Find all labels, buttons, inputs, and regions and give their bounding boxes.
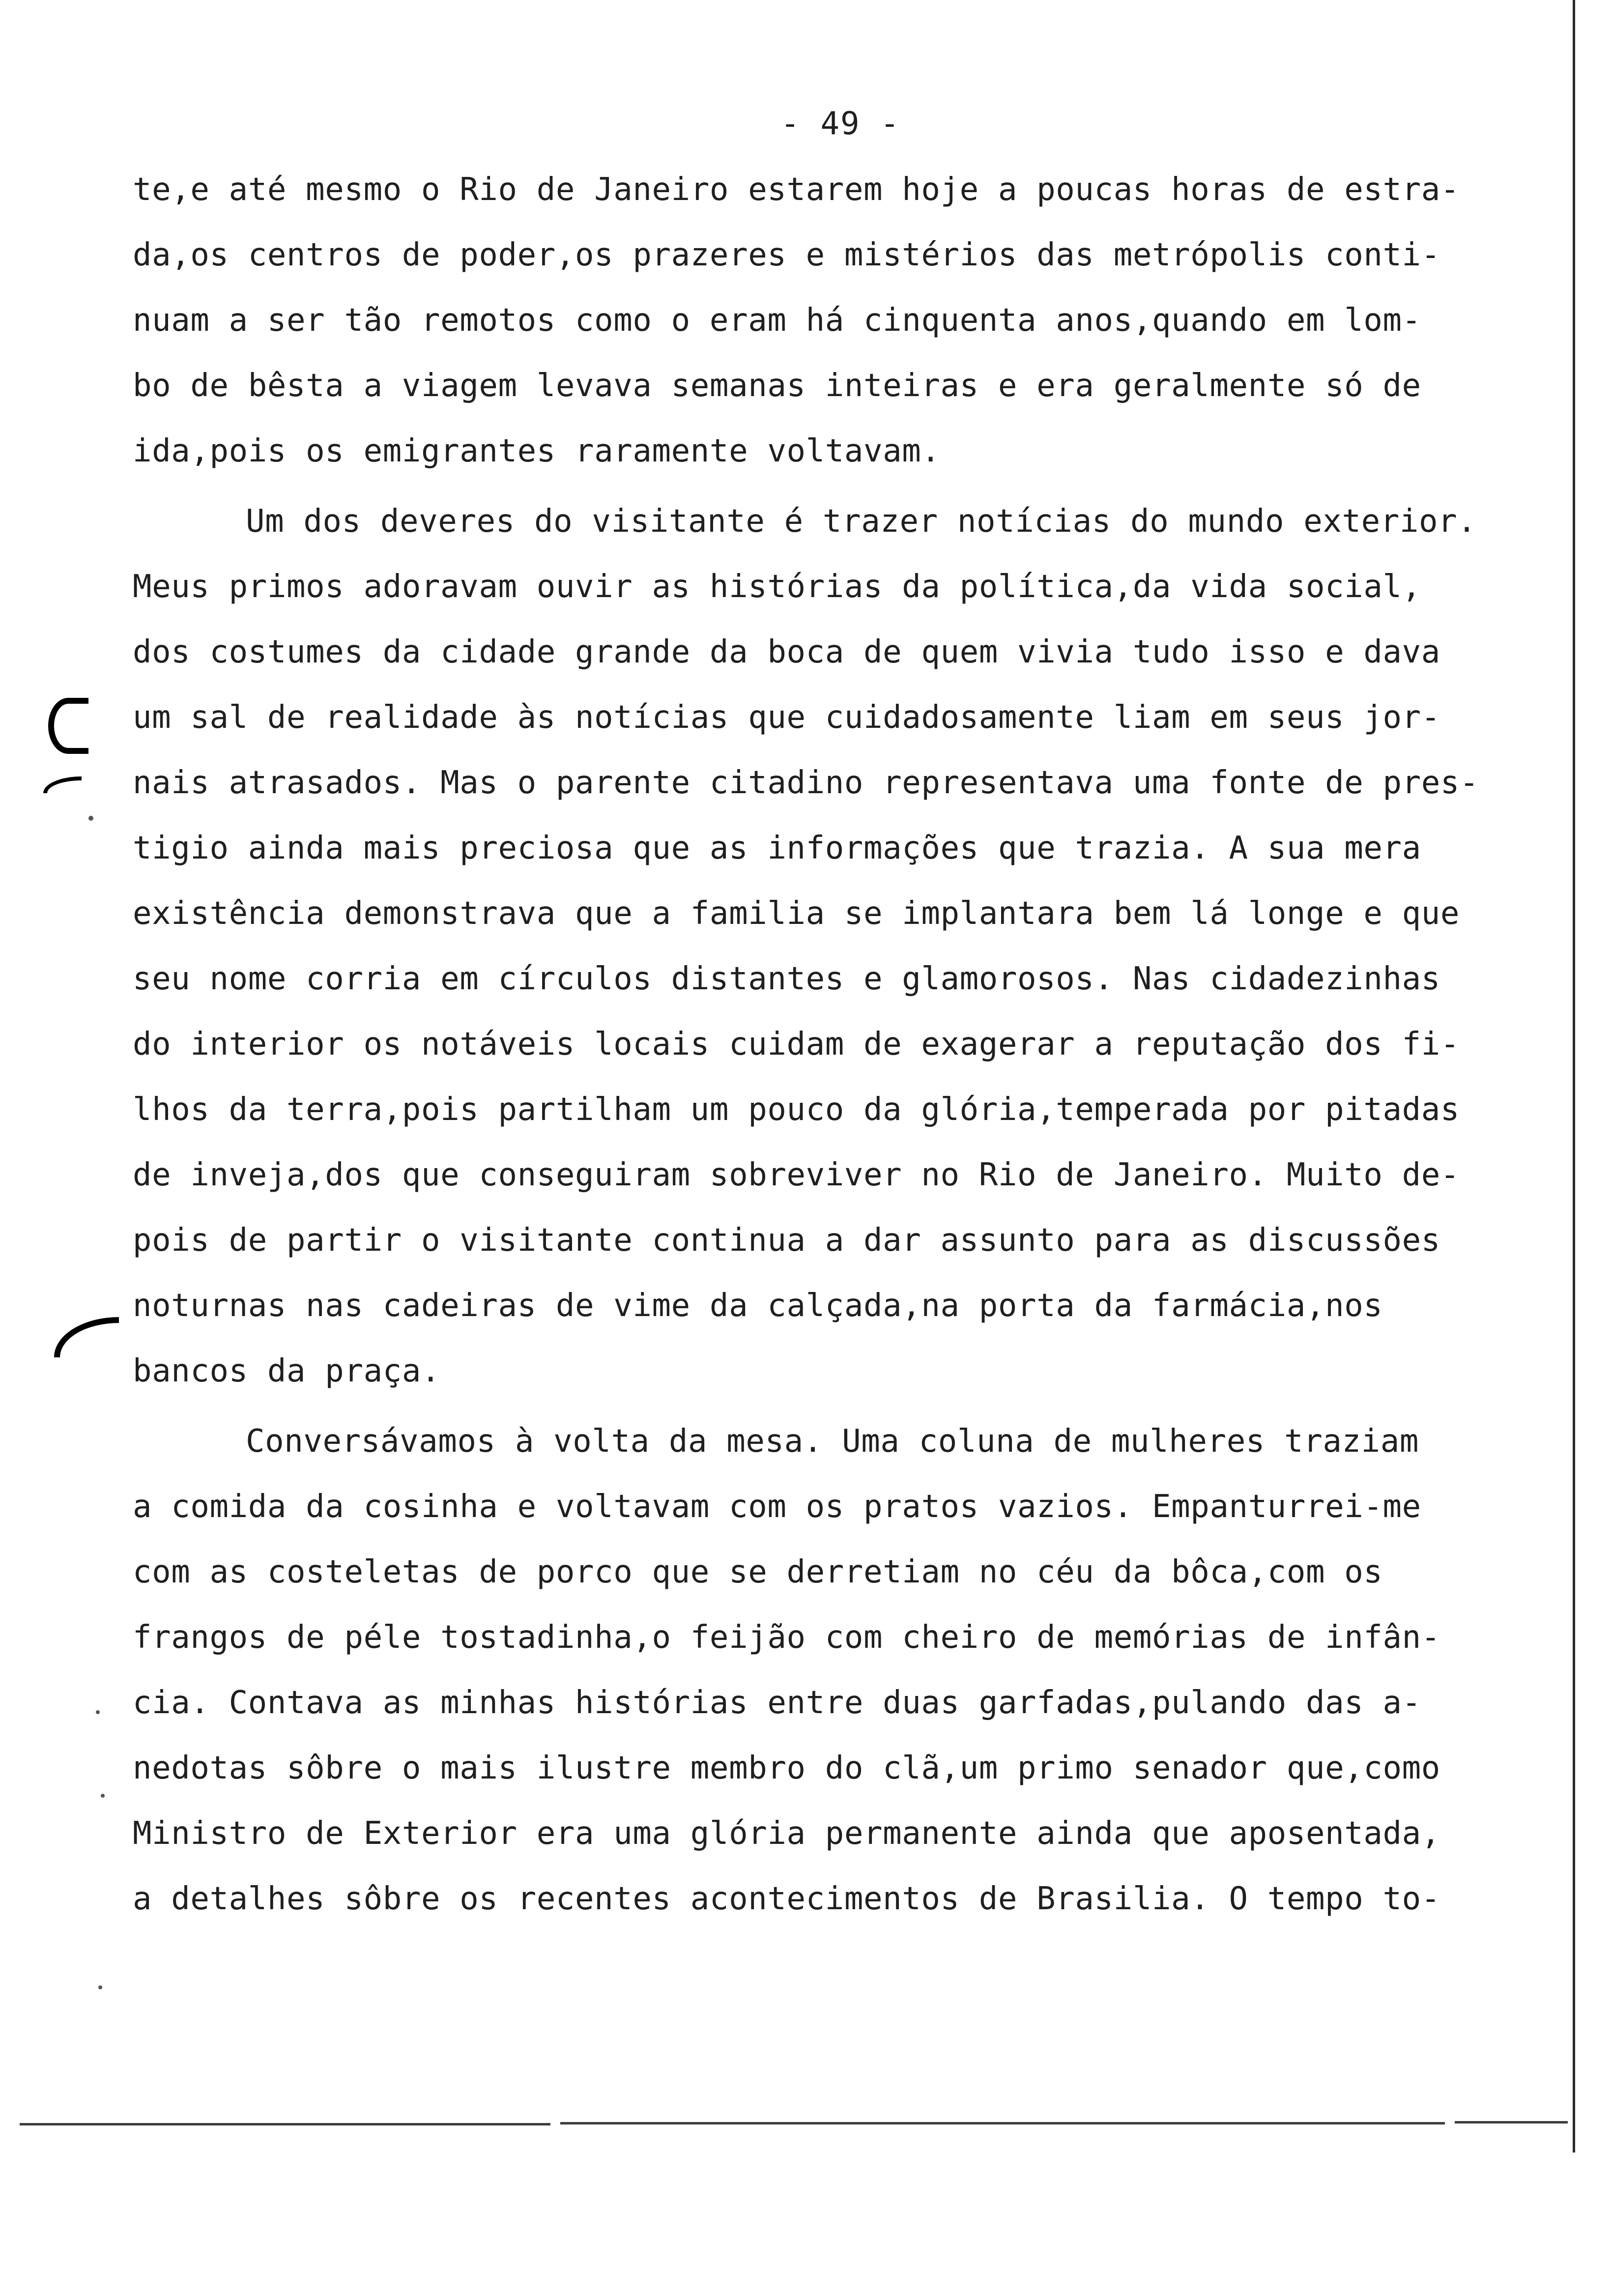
text-line: Meus primos adoravam ouvir as histórias da política,da vida social, bbox=[133, 569, 1421, 605]
margin-mark bbox=[43, 776, 82, 793]
text-line: bancos da praça. bbox=[133, 1353, 441, 1389]
ink-speck bbox=[98, 1985, 102, 1989]
text-line: existência demonstrava que a familia se implantara bem lá longe e que bbox=[133, 895, 1460, 932]
bottom-rule bbox=[20, 2123, 550, 2125]
text-line: Conversávamos à volta da mesa. Uma coluna de mulheres traziam bbox=[246, 1423, 1419, 1460]
text-line: lhos da terra,pois partilham um pouco da glória,temperada por pitadas bbox=[133, 1091, 1460, 1128]
text-line: frangos de péle tostadinha,o feijão com cheiro de memórias de infân- bbox=[133, 1619, 1440, 1656]
margin-mark bbox=[54, 1317, 119, 1357]
text-line: cia. Contava as minhas histórias entre duas garfadas,pulando das a- bbox=[133, 1685, 1421, 1721]
ink-speck bbox=[96, 1710, 100, 1714]
text-line: da,os centros de poder,os prazeres e mistérios das metrópolis conti- bbox=[133, 237, 1440, 273]
bottom-rule bbox=[560, 2122, 1445, 2124]
text-line: noturnas nas cadeiras de vime da calçada,na porta da farmácia,nos bbox=[133, 1288, 1383, 1324]
text-line: bo de bêsta a viagem levava semanas inteiras e era geralmente só de bbox=[133, 368, 1421, 404]
text-line: ida,pois os emigrantes raramente voltavam. bbox=[133, 433, 941, 469]
text-line: nais atrasados. Mas o parente citadino representava uma fonte de pres- bbox=[133, 765, 1479, 801]
text-line: a detalhes sôbre os recentes acontecimentos de Brasilia. O tempo to- bbox=[133, 1881, 1440, 1917]
margin-mark bbox=[48, 698, 88, 754]
text-line: pois de partir o visitante continua a dar assunto para as discussões bbox=[133, 1222, 1440, 1259]
text-line: a comida da cosinha e voltavam com os pratos vazios. Empanturrei-me bbox=[133, 1489, 1421, 1525]
text-line: seu nome corria em círculos distantes e glamorosos. Nas cidadezinhas bbox=[133, 961, 1440, 997]
text-line: tigio ainda mais preciosa que as informações que trazia. A sua mera bbox=[133, 830, 1421, 866]
text-line: te,e até mesmo o Rio de Janeiro estarem hoje a poucas horas de estra- bbox=[133, 172, 1460, 208]
text-line: de inveja,dos que conseguiram sobreviver no Rio de Janeiro. Muito de- bbox=[133, 1157, 1460, 1193]
page-number: - 49 - bbox=[780, 106, 900, 142]
text-line: Um dos deveres do visitante é trazer notícias do mundo exterior. bbox=[246, 503, 1477, 540]
text-line: dos costumes da cidade grande da boca de quem vivia tudo isso e dava bbox=[133, 634, 1440, 670]
paragraph-1 bbox=[133, 157, 1548, 484]
bottom-rule bbox=[1455, 2121, 1568, 2124]
paragraph-3 bbox=[133, 1409, 1548, 1932]
ink-speck bbox=[88, 816, 93, 821]
text-line: nedotas sôbre o mais ilustre membro do clã,um primo senador que,como bbox=[133, 1750, 1440, 1786]
text-line: do interior os notáveis locais cuidam de exagerar a reputação dos fi- bbox=[133, 1026, 1460, 1062]
ink-speck bbox=[101, 1794, 105, 1798]
right-edge-rule bbox=[1573, 0, 1575, 2152]
paragraph-2 bbox=[133, 489, 1548, 1404]
body-text bbox=[133, 157, 1548, 1932]
text-line: com as costeletas de porco que se derretiam no céu da bôca,com os bbox=[133, 1554, 1383, 1590]
text-line: nuam a ser tão remotos como o eram há cinquenta anos,quando em lom- bbox=[133, 302, 1421, 339]
text-line: Ministro de Exterior era uma glória permanente ainda que aposentada, bbox=[133, 1815, 1440, 1852]
text-line: um sal de realidade às notícias que cuidadosamente liam em seus jor- bbox=[133, 699, 1440, 736]
